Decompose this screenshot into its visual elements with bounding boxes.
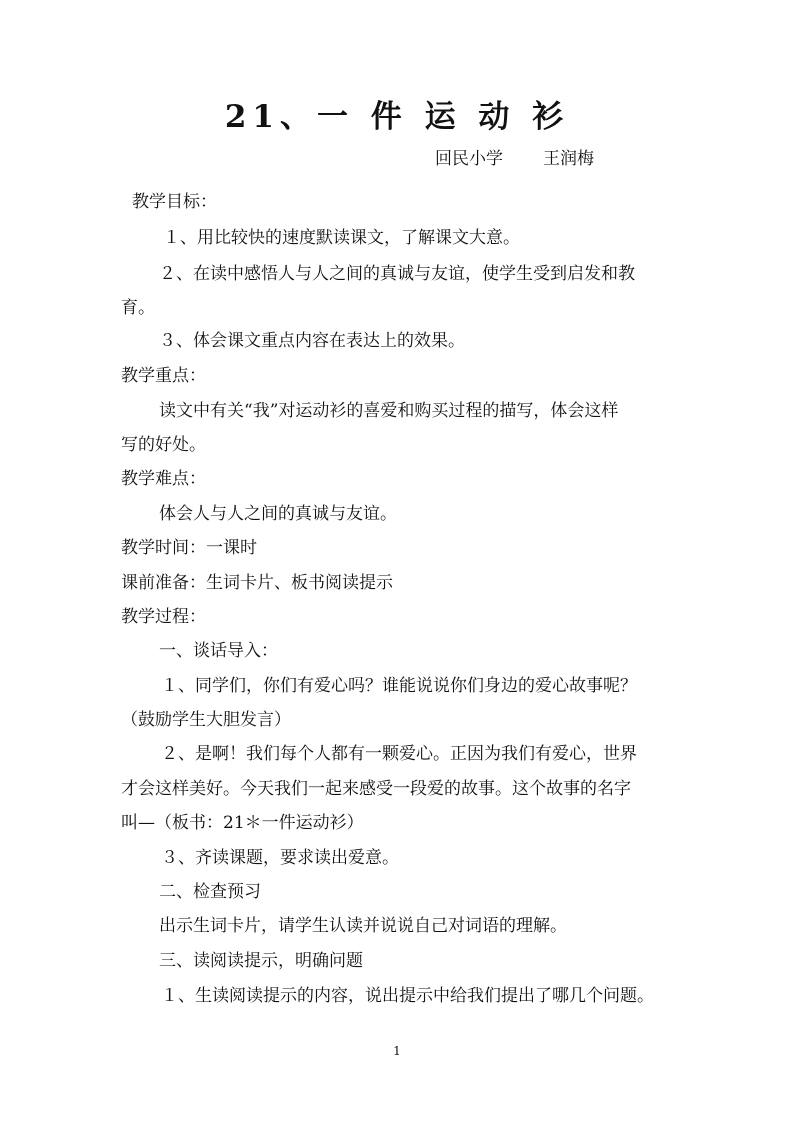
text-line: 体会人与人之间的真诚与友谊。 — [159, 504, 397, 524]
author-line — [435, 146, 594, 172]
lesson-title: 21、一 件 运 动 衫 — [224, 99, 570, 135]
text-line: ３、齐读课题，要求读出爱意。 — [161, 848, 399, 868]
text-line: （鼓励学生大胆发言） — [121, 710, 291, 730]
text-line: 教学时间：一课时 — [121, 538, 257, 558]
page-number: 1 — [393, 1044, 401, 1058]
text-line: 写的好处。 — [121, 435, 206, 455]
text-line: 课前准备：生词卡片、板书阅读提示 — [121, 573, 393, 593]
text-line: １、同学们，你们有爱心吗？谁能说说你们身边的爱心故事呢？ — [161, 676, 637, 696]
text-line: 读文中有关“我”对运动衫的喜爱和购买过程的描写，体会这样 — [159, 401, 619, 421]
text-line: 一、谈话导入： — [159, 641, 278, 661]
text-line: 叫—（板书：21＊一件运动衫） — [121, 813, 364, 833]
text-line: 三、读阅读提示，明确问题 — [159, 951, 363, 971]
text-line: ３、体会课文重点内容在表达上的效果。 — [159, 331, 465, 351]
text-line: ２、是啊！我们每个人都有一颗爱心。正因为我们有爱心，世界 — [161, 744, 637, 764]
text-line: 二、检查预习 — [159, 882, 261, 902]
author-name: 王润梅 — [543, 149, 594, 169]
text-line: 才会这样美好。今天我们一起来感受一段爱的故事。这个故事的名字 — [121, 779, 631, 799]
text-line: 教学难点： — [121, 469, 206, 489]
text-line: 育。 — [121, 298, 155, 318]
text-line: 出示生词卡片，请学生认读并说说自己对词语的理解。 — [159, 916, 567, 936]
text-line: 教学过程： — [121, 607, 206, 627]
author-school: 回民小学 — [435, 149, 503, 169]
text-line: 教学目标： — [132, 192, 217, 212]
text-line: １、用比较快的速度默读课文，了解课文大意。 — [163, 228, 520, 248]
text-line: １、生读阅读提示的内容，说出提示中给我们提出了哪几个问题。 — [161, 986, 654, 1006]
text-line: 教学重点： — [121, 366, 206, 386]
text-line: ２、在读中感悟人与人之间的真诚与友谊，使学生受到启发和教 — [159, 264, 635, 284]
